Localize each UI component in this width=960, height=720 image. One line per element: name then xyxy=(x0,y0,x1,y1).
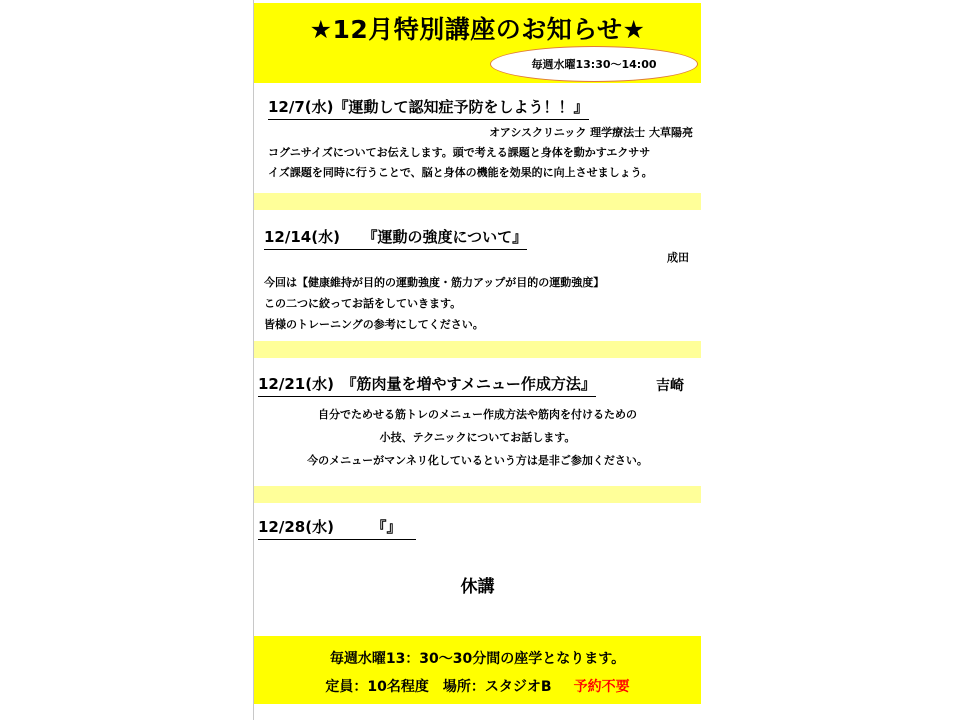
lecture-desc-3-line-2: 小技、テクニックについてお話します。 xyxy=(379,431,576,444)
footer-schedule-text: 毎週水曜13：30～30分間の座学となります。 xyxy=(329,651,626,667)
lecture-desc-2-line-1: 今回は【健康維持が目的の運動強度・筋力アップが目的の運動強度】 xyxy=(264,276,605,289)
lecture-desc-2-line-2: この二つに絞ってお話をしていきます。 xyxy=(264,297,462,310)
schedule-badge: 毎週水曜13:30～14:00 xyxy=(490,46,698,82)
divider-band xyxy=(254,486,701,503)
lecture-title-1: 12/7(水)『運動して認知症予防をしよう！！』 xyxy=(268,96,589,120)
reservation-note: 予約不要 xyxy=(573,679,630,695)
lecture-desc-3-line-3: 今のメニューがマンネリ化しているという方は是非ご参加ください。 xyxy=(307,454,648,467)
lecture-desc-1-line-1: コグニサイズについてお伝えします。頭で考える課題と身体を動かすエクササ xyxy=(268,146,651,159)
lecture-speaker-1: オアシスクリニック 理学療法士 大草陽亮 xyxy=(489,126,693,139)
footer-capacity-text xyxy=(254,676,701,696)
capacity-location: 定員：10名程度 場所：スタジオB xyxy=(325,679,552,695)
lecture-desc-1-line-2: イズ課題を同時に行うことで、脳と身体の機能を効果的に向上させましょう。 xyxy=(268,166,653,179)
lecture-speaker-3: 吉崎 xyxy=(656,378,684,394)
flyer xyxy=(253,0,701,720)
lecture-title-4: 12/28(水) 『』 xyxy=(258,516,416,540)
lecture-speaker-2: 成田 xyxy=(667,251,689,264)
divider-band xyxy=(254,341,701,358)
closed-notice: 休講 xyxy=(460,577,495,597)
lecture-desc-3-line-1: 自分でためせる筋トレのメニュー作成方法や筋肉を付けるための xyxy=(318,408,637,421)
page-title: ★12月特別講座のお知らせ★ xyxy=(309,15,646,44)
lecture-title-3: 12/21(水) 『筋肉量を増やすメニュー作成方法』 xyxy=(258,373,596,397)
lecture-title-2: 12/14(水) 『運動の強度について』 xyxy=(264,226,527,250)
divider-band xyxy=(254,193,701,210)
lecture-desc-2-line-3: 皆様のトレーニングの参考にしてください。 xyxy=(264,318,484,331)
